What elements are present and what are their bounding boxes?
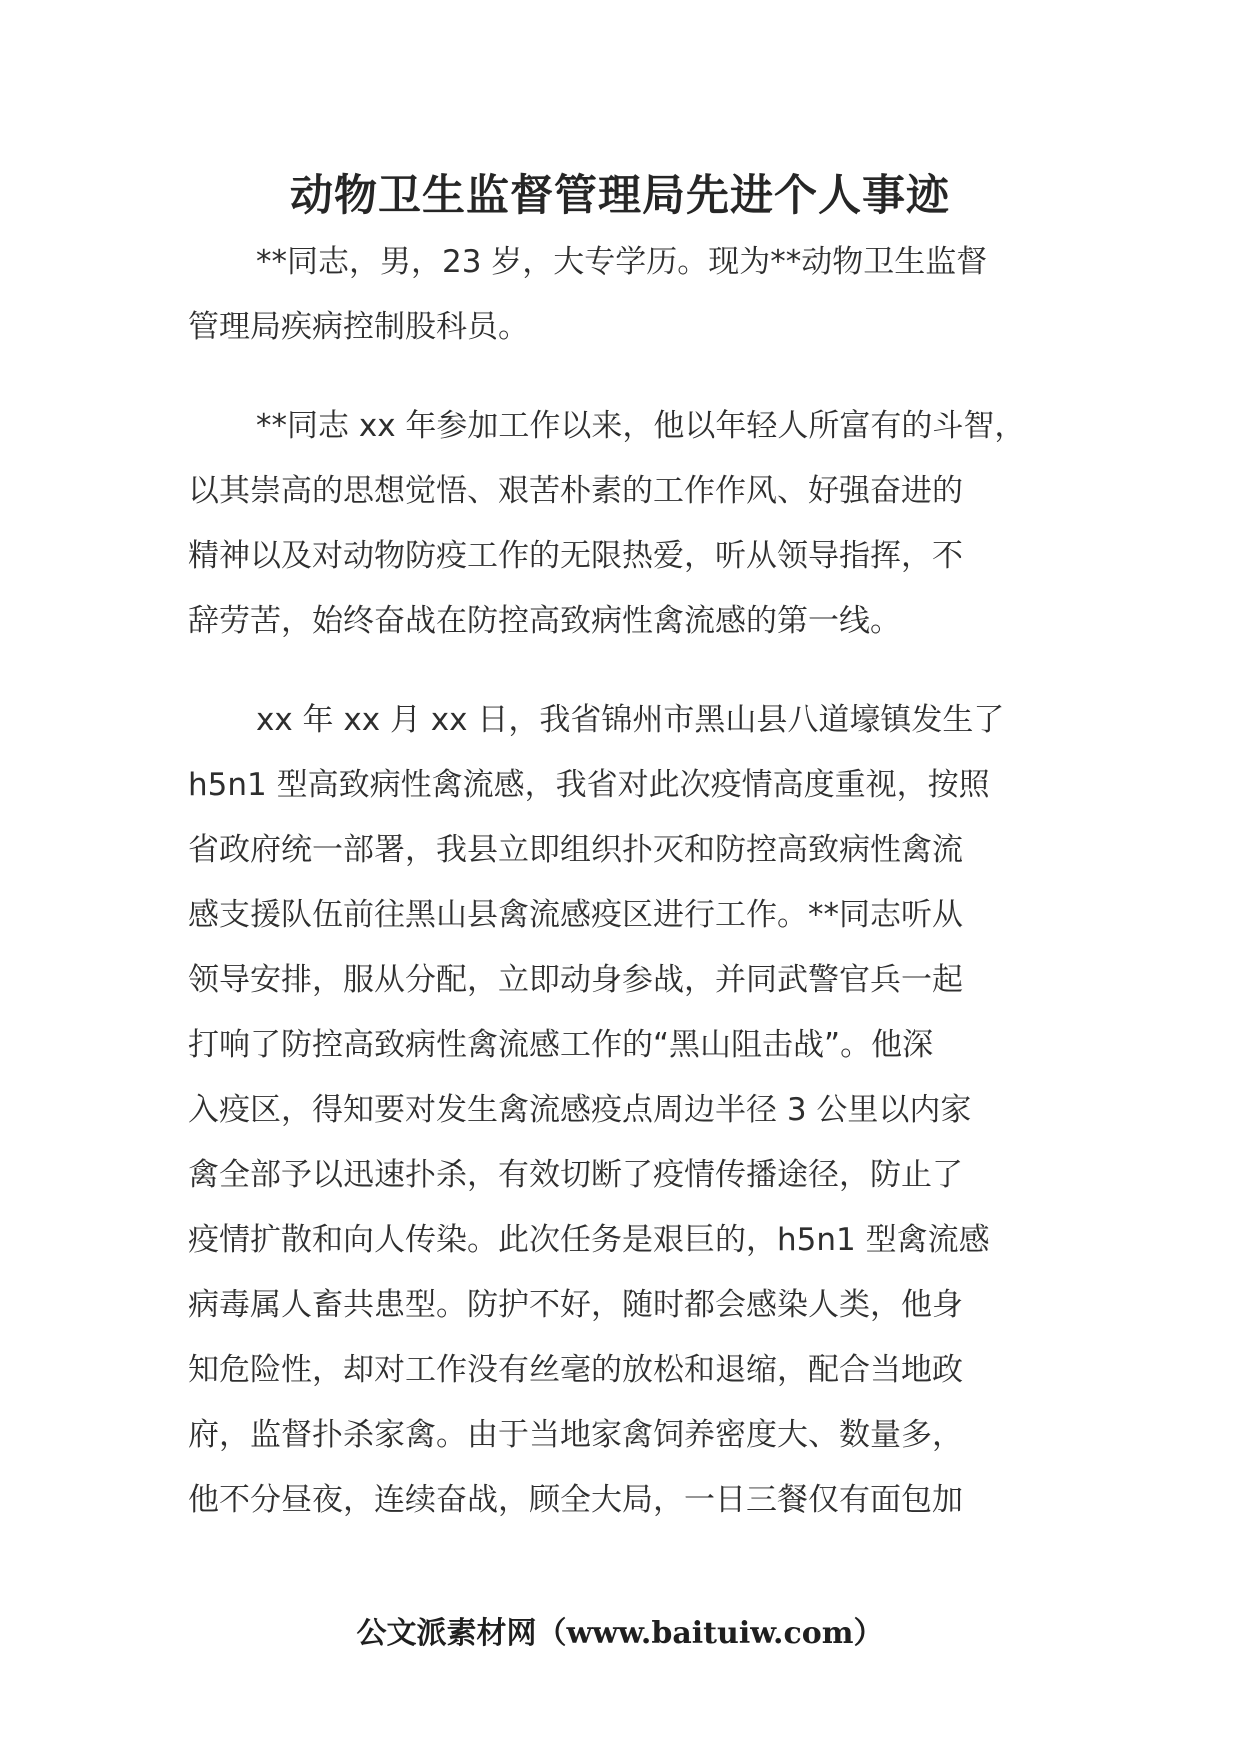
text-line: 感支援队伍前往黑山县禽流感疫区进行工作。**同志听从 — [188, 897, 963, 933]
text-line: 疫情扩散和向人传染。此次任务是艰巨的，h5n1 型禽流感 — [188, 1222, 990, 1258]
text-line: 入疫区，得知要对发生禽流感疫点周边半径 3 公里以内家 — [188, 1092, 972, 1128]
paragraph-2 — [188, 394, 1068, 654]
text-line: 辞劳苦，始终奋战在防控高致病性禽流感的第一线。 — [188, 603, 901, 639]
text-line: 知危险性，却对工作没有丝毫的放松和退缩，配合当地政 — [188, 1352, 963, 1388]
page-title: 动物卫生监督管理局先进个人事迹 — [290, 171, 950, 221]
text-line: 精神以及对动物防疫工作的无限热爱，听从领导指挥，不 — [188, 538, 963, 574]
text-line: 管理局疾病控制股科员。 — [188, 309, 529, 345]
text-line: xx 年 xx 月 xx 日，我省锦州市黑山县八道壕镇发生了 — [256, 702, 1005, 738]
text-line: **同志 xx 年参加工作以来，他以年轻人所富有的斗智， — [256, 408, 1026, 444]
text-line: h5n1 型高致病性禽流感，我省对此次疫情高度重视，按照 — [188, 767, 990, 803]
text-line: 禽全部予以迅速扑杀，有效切断了疫情传播途径，防止了 — [188, 1157, 963, 1193]
paragraph-1 — [188, 230, 1068, 360]
text-line: 领导安排，服从分配，立即动身参战，并同武警官兵一起 — [188, 962, 963, 998]
text-line: 府，监督扑杀家禽。由于当地家禽饲养密度大、数量多， — [188, 1417, 963, 1453]
text-line: 病毒属人畜共患型。防护不好，随时都会感染人类，他身 — [188, 1287, 963, 1323]
text-line: **同志，男，23 岁，大专学历。现为**动物卫生监督 — [256, 244, 988, 280]
page-footer: 公文派素材网（www.baituiw.com） — [356, 1616, 884, 1651]
document-body — [188, 230, 1068, 1567]
text-line: 他不分昼夜，连续奋战，顾全大局，一日三餐仅有面包加 — [188, 1482, 963, 1518]
text-line: 打响了防控高致病性禽流感工作的“黑山阻击战”。他深 — [188, 1027, 934, 1063]
text-line: 以其崇高的思想觉悟、艰苦朴素的工作作风、好强奋进的 — [188, 473, 963, 509]
paragraph-3 — [188, 688, 1068, 1533]
text-line: 省政府统一部署，我县立即组织扑灭和防控高致病性禽流 — [188, 832, 963, 868]
